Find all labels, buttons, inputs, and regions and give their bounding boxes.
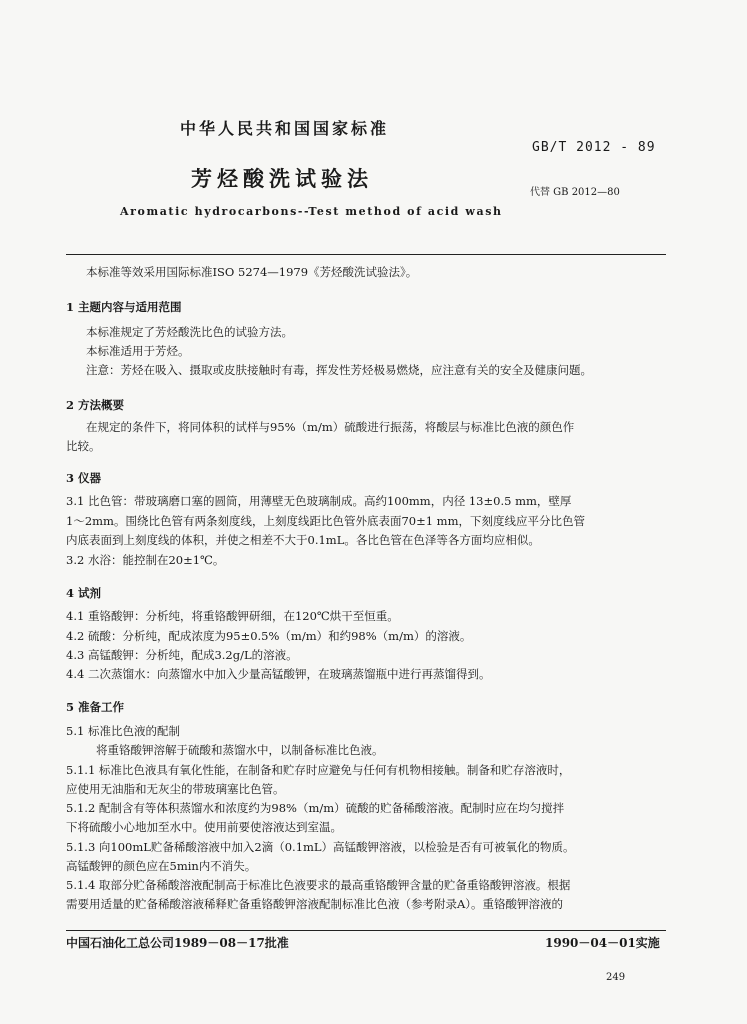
text-line: 本标准适用于芳烃。	[86, 344, 190, 358]
issuing-agency: 中华人民共和国国家标准	[180, 119, 390, 138]
standard-number: GB/T 2012 - 89	[532, 140, 656, 155]
section-heading: 4 试剂	[66, 586, 102, 600]
text-line: 内底表面到上刻度线的体积，并使之相差不大于0.1mL。各比色管在色泽等各方面均应相似。	[66, 533, 540, 547]
text-line: 4.1 重铬酸钾：分析纯，将重铬酸钾研细，在120℃烘干至恒重。	[66, 609, 399, 623]
text-line: 4.4 二次蒸馏水：向蒸馏水中加入少量高锰酸钾，在玻璃蒸馏瓶中进行再蒸馏得到。	[66, 667, 491, 681]
footer-divider	[66, 930, 666, 931]
text-line: 比较。	[66, 439, 101, 453]
text-line: 5.1.4 取部分贮备稀酸溶液配制高于标准比色液要求的最高重铬酸钾含量的贮备重铬酸钾溶液。根据	[66, 878, 571, 892]
text-line: 将重铬酸钾溶解于硫酸和蒸馏水中，以制备标准比色液。	[96, 743, 384, 757]
document-title: 芳烃酸洗试验法	[191, 166, 373, 191]
text-line: 5.1.2 配制含有等体积蒸馏水和浓度约为98%（m/m）硫酸的贮备稀酸溶液。配制时应在均匀搅拌	[66, 801, 565, 815]
approval-statement: 中国石油化工总公司1989－08－17批准	[66, 936, 289, 950]
text-line: 应使用无油脂和无灰尘的带玻璃塞比色管。	[66, 782, 285, 796]
english-title: Aromatic hydrocarbons--Test method of acid wash	[120, 205, 503, 218]
text-line: 需要用适量的贮备稀酸溶液稀释贮备重铬酸钾溶液配制标准比色液（参考附录A）。重铬酸钾溶液的	[66, 897, 564, 911]
section-heading: 5 准备工作	[66, 700, 125, 714]
page-number: 249	[606, 972, 626, 983]
text-line: 5.1 标准比色液的配制	[66, 724, 180, 738]
section-heading: 1 主题内容与适用范围	[66, 300, 182, 314]
text-line: 注意：芳烃在吸入、摄取或皮肤接触时有毒，挥发性芳烃极易燃烧，应注意有关的安全及健康问题。	[86, 363, 592, 377]
text-line: 5.1.1 标准比色液具有氧化性能，在制备和贮存时应避免与任何有机物相接触。制备和贮存溶液时，	[66, 763, 571, 777]
text-line: 高锰酸钾的颜色应在5min内不消失。	[66, 859, 257, 873]
text-line: 在规定的条件下，将同体积的试样与95%（m/m）硫酸进行振荡，将酸层与标准比色液的颜色作	[86, 420, 575, 434]
text-line: 本标准等效采用国际标准ISO 5274—1979《芳烃酸洗试验法》。	[86, 265, 418, 279]
implementation-date: 1990－04－01实施	[545, 936, 660, 950]
replaces-standard: 代替 GB 2012—80	[530, 187, 620, 198]
section-heading: 2 方法概要	[66, 398, 125, 412]
text-line: 3.1 比色管：带玻璃磨口塞的圆筒，用薄壁无色玻璃制成。高约100mm，内径 13±0.5 mm，壁厚	[66, 494, 572, 508]
header-divider	[66, 254, 666, 255]
text-line: 5.1.3 向100mL贮备稀酸溶液中加入2滴（0.1mL）高锰酸钾溶液，以检验是否有可被氧化的物质。	[66, 840, 575, 854]
text-line: 1～2mm。围绕比色管有两条刻度线，上刻度线距比色管外底表面70±1 mm，下刻度线应平分比色管	[66, 514, 585, 528]
text-line: 下将硫酸小心地加至水中。使用前要使溶液达到室温。	[66, 820, 342, 834]
section-heading: 3 仪器	[66, 471, 102, 485]
text-line: 4.3 高锰酸钾：分析纯，配成3.2g/L的溶液。	[66, 648, 298, 662]
text-line: 本标准规定了芳烃酸洗比色的试验方法。	[86, 325, 293, 339]
text-line: 4.2 硫酸：分析纯，配成浓度为95±0.5%（m/m）和约98%（m/m）的溶液。	[66, 629, 472, 643]
text-line: 3.2 水浴：能控制在20±1℃。	[66, 553, 225, 567]
